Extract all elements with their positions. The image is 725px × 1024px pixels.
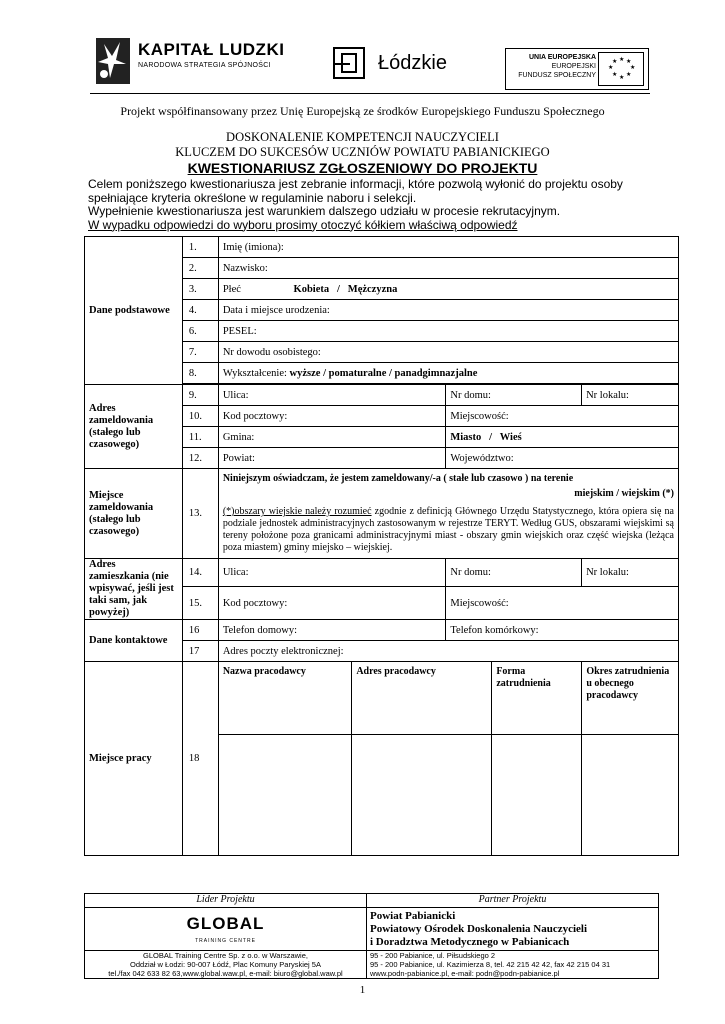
intro-line1: Celem poniższego kwestionariusza jest zebranie informacji, które pozwolą wyłonić do projektu osoby [88,177,623,191]
row-number: 3. [182,279,218,300]
field-apartment-number[interactable]: Nr lokalu: [582,385,679,406]
kl-title: KAPITAŁ LUDZKI [138,40,285,59]
application-form-table [84,236,679,856]
category-contact: Dane kontaktowe [85,620,183,662]
field-first-name[interactable]: Imię (imiona): [218,237,678,258]
row-number: 14. [182,559,218,587]
eu-line2: EUROPEJSKI [551,63,596,70]
workplace-col-employment-form: Forma zatrudnienia [492,662,582,734]
field-mobile-phone[interactable]: Telefon komórkowy: [446,620,679,641]
category-registered-address: Adres zameldowania (stałego lub czasowego) [85,385,183,469]
intro-line4: W wypadku odpowiedzi do wyboru prosimy otoczyć kółkiem właściwą odpowiedź [88,217,518,232]
field-gender-label: Płeć [222,283,241,295]
partner-contact-3: www.podn-pabianice.pl, e-mail: podn@podn-pabianice.pl [370,969,560,978]
partner-name-3: i Doradztwa Metodycznego w Pabianicach [370,936,570,948]
field-residence-street[interactable]: Ulica: [218,559,446,587]
svg-text:★: ★ [630,64,636,71]
field-last-name[interactable]: Nazwisko: [218,258,678,279]
rural-area-note-underlined: (*)obszary wiejskie należy rozumieć [222,506,372,517]
leader-label: Lider Projektu [85,894,367,908]
leader-contact-1: GLOBAL Training Centre Sp. z o.o. w Warszawie, [143,951,308,960]
header-divider [90,93,650,94]
row-number: 13. [182,469,218,559]
field-pesel[interactable]: PESEL: [218,321,678,342]
eu-logo [505,48,649,90]
field-residence-postal-code[interactable]: Kod pocztowy: [218,587,446,620]
partner-names [367,908,659,951]
leader-contact-3: tel./fax 042 633 82 63,www.global.waw.pl, e-mail: biuro@global.waw.pl [108,969,343,978]
lodzkie-logo [330,44,460,86]
intro-line3: Wypełnienie kwestionariusza jest warunkiem dalszego udziału w procesie rekrutacyjnym. [88,204,561,218]
kl-subtitle: NARODOWA STRATEGIA SPÓJNOŚCI [138,62,271,69]
field-home-phone[interactable]: Telefon domowy: [218,620,446,641]
intro-line2: spełniające kryteria określone w regulaminie naboru i selekcji. [88,190,417,205]
row-number: 4. [182,300,218,321]
partner-contact-2: 95 - 200 Pabianice, ul. Kazimierza 8, tel. 42 215 42 42, fax 42 215 04 31 [370,960,611,969]
svg-text:★: ★ [626,58,632,65]
workplace-col-employer-name: Nazwa pracodawcy [219,662,352,734]
kapital-ludzki-logo [90,34,285,88]
field-email[interactable]: Adres poczty elektronicznej: [218,641,678,662]
field-residence-apartment[interactable]: Nr lokalu: [582,559,679,587]
partner-name-2: Powiatowy Ośrodek Doskonalenia Nauczycieli [370,923,588,935]
row-number: 8. [182,363,218,384]
field-gender[interactable] [218,279,678,300]
lodzkie-text: Łódzkie [378,52,447,74]
rural-area-note-text: zgodnie z definicją Głównego Urzędu Statystycznego, która opiera się na podziale jednostek administracyjnych zastosowanym w rejestrze TERYT. Według GUS, obszarami wiejskimi są tereny położone poza granicami administracyjnymi miast - obszary gmin wiejskich oraz część wiejska (leżąca poza miastem) gminy miejsko – wiejskiej. [222,506,674,553]
global-logo-tag: TRAINING CENTRE [195,937,256,944]
rural-area-note [223,506,674,554]
row-number: 15. [182,587,218,620]
svg-text:★: ★ [619,74,625,81]
row-number: 17 [182,641,218,662]
urban-rural-options[interactable]: miejskim / wiejskim (*) [574,488,674,499]
row-number: 10. [182,406,218,427]
workplace-col-employment-period: Okres zatrudnienia u obecnego pracodawcy [582,662,678,734]
eu-line3: FUNDUSZ SPOŁECZNY [518,72,596,79]
global-logo-text: GLOBAL [186,913,265,933]
row-number: 11. [182,427,218,448]
area-declaration-text: Niniejszym oświadczam, że jestem zameldowany/-a ( stałe lub czasowo ) na terenie [222,473,574,484]
project-title [0,130,725,160]
partner-contact [367,951,659,979]
workplace-employer-name-input[interactable] [219,734,352,855]
field-area-declaration[interactable] [218,469,678,559]
category-basic-data: Dane podstawowe [85,237,183,385]
eu-text [510,53,596,80]
partner-contact-1: 95 - 200 Pabianice, ul. Piłsudskiego 2 [370,951,496,960]
field-id-card[interactable]: Nr dowodu osobistego: [218,342,678,363]
field-education[interactable] [218,363,678,384]
category-workplace: Miejsce pracy [85,662,183,856]
category-registration-place: Miejsce zameldowania (stałego lub czasowego) [85,469,183,559]
svg-text:★: ★ [612,58,618,65]
row-number: 9. [182,385,218,406]
field-postal-code[interactable]: Kod pocztowy: [218,406,446,427]
svg-text:★: ★ [626,71,632,78]
workplace-employment-form-input[interactable] [492,734,582,855]
project-cofinance-line: Projekt współfinansowany przez Unię Europejską ze środków Europejskiego Funduszu Społecznego [120,104,605,118]
workplace-employer-address-input[interactable] [352,734,492,855]
row-number: 12. [182,448,218,469]
field-birth-date-place[interactable]: Data i miejsce urodzenia: [218,300,678,321]
partner-label: Partner Projektu [367,894,659,908]
workplace-employment-period-input[interactable] [582,734,678,855]
partner-name-1: Powiat Pabianicki [370,910,456,922]
project-title-line2: KLUCZEM DO SUKCESÓW UCZNIÓW POWIATU PABIANICKIEGO [175,145,550,159]
intro-text [88,178,688,232]
leader-contact-2: Oddział w Łodzi: 90-007 Łódź, Plac Komuny Paryskiej 5A [130,960,321,969]
category-residence-address: Adres zamieszkania (nie wpisywać, jeśli jest taki sam, jak powyżej) [85,559,183,620]
row-number: 6. [182,321,218,342]
kl-emblem-icon [90,34,134,88]
gender-options[interactable]: Kobieta / Mężczyzna [293,283,398,295]
field-city[interactable]: Miejscowość: [446,406,679,427]
field-voivodeship[interactable]: Województwo: [446,448,679,469]
lodzkie-emblem-icon [330,44,372,86]
town-village-options[interactable]: Miasto / Wieś [446,427,679,448]
field-residence-house-number[interactable]: Nr domu: [446,559,582,587]
row-number: 2. [182,258,218,279]
field-residence-city[interactable]: Miejscowość: [446,587,679,620]
workplace-col-employer-address: Adres pracodawcy [352,662,492,734]
project-title-line1: DOSKONALENIE KOMPETENCJI NAUCZYCIELI [226,130,499,144]
global-logo [85,908,367,951]
svg-text:★: ★ [619,56,625,63]
leader-contact [85,951,367,979]
row-number: 7. [182,342,218,363]
form-title: KWESTIONARIUSZ ZGŁOSZENIOWY DO PROJEKTU [187,160,538,176]
field-house-number[interactable]: Nr domu: [446,385,582,406]
education-options[interactable]: wyższe / pomaturalne / panadgimnazjalne [289,367,478,379]
svg-text:★: ★ [608,64,614,71]
workplace-subtable [219,662,678,855]
field-municipality[interactable]: Gmina: [218,427,446,448]
eu-flag-icon [598,52,644,86]
page-number: 1 [359,984,366,996]
field-street[interactable]: Ulica: [218,385,446,406]
footer-partners-table [84,893,659,979]
row-number: 18 [182,662,218,856]
eu-line1: UNIA EUROPEJSKA [528,54,596,61]
field-county[interactable]: Powiat: [218,448,446,469]
workplace-cell [218,662,678,856]
field-education-label: Wykształcenie: [222,367,287,379]
row-number: 1. [182,237,218,258]
svg-text:★: ★ [612,71,618,78]
row-number: 16 [182,620,218,641]
